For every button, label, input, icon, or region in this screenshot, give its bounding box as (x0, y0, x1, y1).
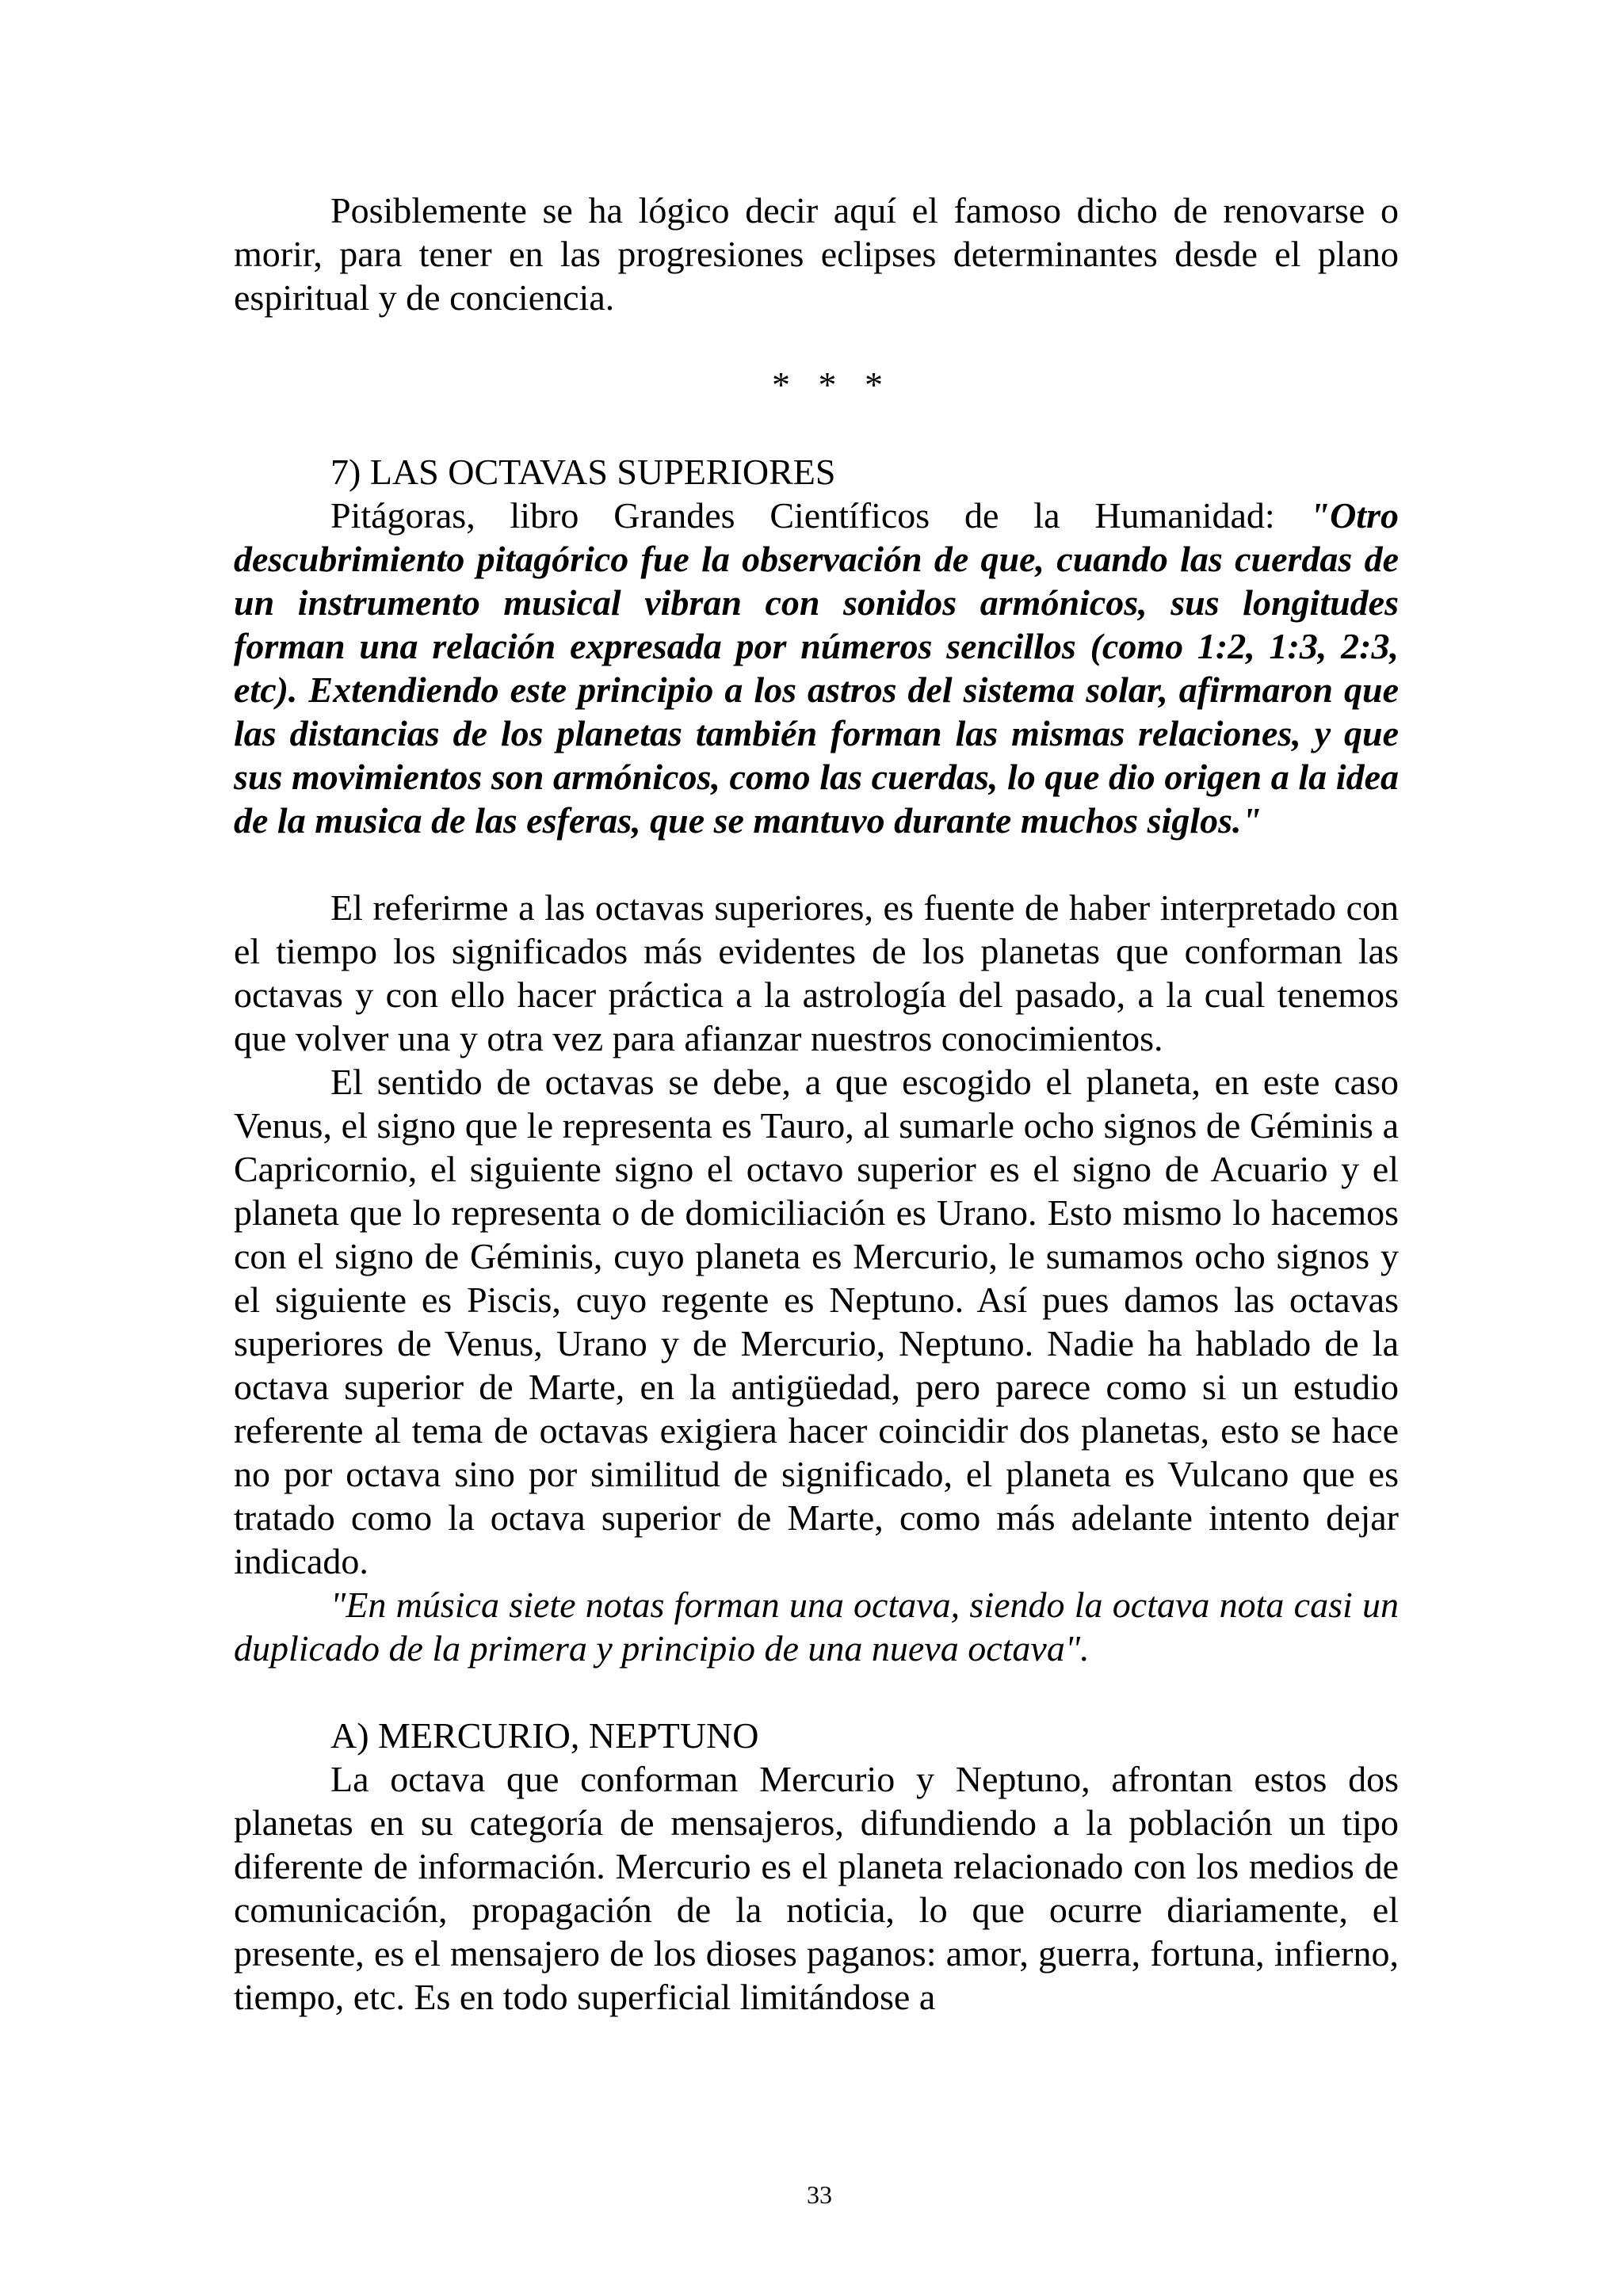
paragraph-pitagoras (234, 494, 1399, 842)
spacer (234, 406, 1399, 450)
pitagoras-source: Pitágoras, libro Grandes Científicos de la Humanidad: (330, 495, 1310, 536)
page-number: 33 (807, 2180, 832, 2209)
quote-musica: "En música siete notas forman una octava, siendo la octava nota casi un duplicado de la primera y principio de una nueva octava". (234, 1585, 1399, 1669)
section-heading-mercurio-neptuno: A) MERCURIO, NEPTUNO (330, 1715, 759, 1756)
spacer (234, 319, 1399, 363)
spacer (234, 1670, 1399, 1714)
paragraph-octavas-intro: El referirme a las octavas superiores, es fuente de haber interpretado con el tiempo los significados más evidentes de los planetas que conforman las octavas y con ello hacer práctica a la astrología del pasado, a la cual tenemos que volver una y otra vez para afianzar nuestros conocimientos. (234, 887, 1399, 1058)
section-separator: * * * (772, 364, 892, 405)
pitagoras-quote: "Otro descubrimiento pitagórico fue la observación de que, cuando las cuerdas de un instrumento musical vibran con sonidos armónicos, sus longitudes forman una relación expresada por números sencillos (como 1:2, 1:3, 2:3, etc). Extendiendo este principio a los astros del sistema solar, afirmaron que las distancias de los planetas también forman las mismas relaciones, y que sus movimientos son armónicos, como las cuerdas, lo que dio origen a la idea de la musica de las esferas, que se mantuvo durante muchos siglos." (234, 495, 1399, 841)
paragraph-octavas-sentido: El sentido de octavas se debe, a que escogido el planeta, en este caso Venus, el signo que le representa es Tauro, al sumarle ocho signos de Géminis a Capricornio, el siguiente signo el octavo superior es el signo de Acuario y el planeta que lo representa o de domiciliación es Urano. Esto mismo lo hacemos con el signo de Géminis, cuyo planeta es Mercurio, le sumamos ocho signos y el siguiente es Piscis, cuyo regente es Neptuno. Así pues damos las octavas superiores de Venus, Urano y de Mercurio, Neptuno. Nadie ha hablado de la octava superior de Marte, en la antigüedad, pero parece como si un estudio referente al tema de octavas exigiera hacer coincidir dos planetas, esto se hace no por octava sino por similitud de significado, el planeta es Vulcano que es tratado como la octava superior de Marte, como más adelante intento dejar indicado. (234, 1062, 1399, 1581)
spacer (234, 842, 1399, 886)
section-heading-octavas: 7) LAS OCTAVAS SUPERIORES (330, 452, 836, 492)
paragraph-mercurio-neptuno: La octava que conforman Mercurio y Neptuno, afrontan estos dos planetas en su categoría de mensajeros, difundiendo a la población un tipo diferente de información. Mercurio es el planeta relacionado con los medios de comunicación, propagación de la noticia, lo que ocurre diariamente, el presente, es el mensajero de los dioses paganos: amor, guerra, fortuna, infierno, tiempo, etc. Es en todo superficial limitándose a (234, 1759, 1399, 2017)
document-body (234, 189, 1399, 2019)
paragraph-renovarse: Posiblemente se ha lógico decir aquí el famoso dicho de renovarse o morir, para tener en las progresiones eclipses determinantes desde el plano espiritual y de conciencia. (234, 190, 1399, 318)
